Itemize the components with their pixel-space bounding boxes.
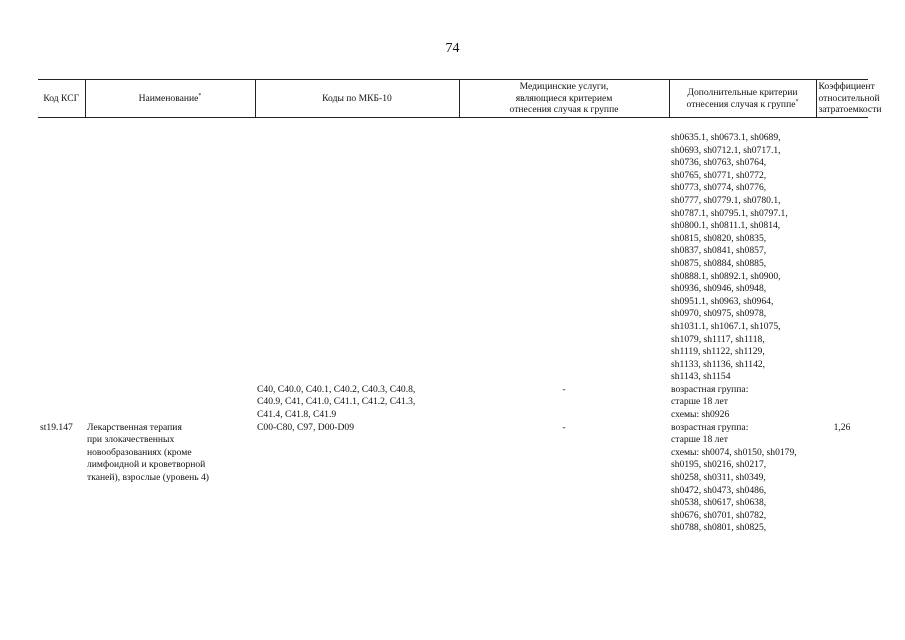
header-code: Код КСГ	[38, 80, 85, 118]
header-services: Медицинские услуги, являющиеся критерием отнесения случая к группе	[459, 80, 669, 118]
footnote-mark: *	[795, 98, 799, 105]
header-criteria: Дополнительные критерии отнесения случая к группе*	[669, 80, 816, 118]
cell-coefficient	[816, 384, 868, 422]
cell-services: -	[562, 383, 566, 395]
cell-services	[459, 132, 669, 384]
cell-criteria: возрастная группа: старше 18 лет схемы: sh0074, sh0150, sh0179, sh0195, sh0216, sh0217, sh0258, sh0311, sh0349, sh0472, sh0473, sh0486, sh0538, sh0617, sh0638, sh0676, sh0701, sh0782, sh0788, sh0801, sh0825,	[671, 421, 797, 534]
footnote-mark: *	[198, 92, 202, 99]
header-name: Наименование*	[85, 80, 255, 118]
table-header-row	[38, 80, 868, 118]
cell-icd: C40, C40.0, C40.1, C40.2, C40.3, C40.8, C40.9, C41, C41.0, C41.1, C41.2, C41.3, C41.4, C41.8, C41.9	[257, 383, 416, 421]
cell-name	[85, 132, 255, 384]
cell-icd	[255, 132, 459, 384]
cell-code	[38, 132, 85, 384]
cell-code: st19.147	[40, 421, 73, 433]
table-row	[38, 132, 868, 384]
header-coefficient: Коэффициент относительной затратоемкости	[816, 80, 868, 118]
cell-coefficient	[816, 132, 868, 384]
cell-criteria: возрастная группа: старше 18 лет схемы: sh0926	[671, 383, 749, 421]
cell-icd: C00-C80, C97, D00-D09	[257, 421, 355, 433]
table-row	[38, 384, 868, 422]
ksg-table	[38, 79, 882, 535]
cell-name: Лекарственная терапия при злокачественных новообразованиях (кроме лимфоидной и кроветворной тканей), взрослые (уровень 4)	[87, 421, 210, 484]
cell-name	[85, 384, 255, 422]
cell-services: -	[562, 421, 566, 433]
table-row	[38, 422, 868, 535]
cell-code	[38, 384, 85, 422]
page-number: 74	[445, 41, 460, 56]
cell-criteria: sh0635.1, sh0673.1, sh0689, sh0693, sh0712.1, sh0717.1, sh0736, sh0763, sh0764, sh0765, sh0771, sh0772, sh0773, sh0774, sh0776, sh0777, sh0779.1, sh0780.1, sh0787.1, sh0795.1, sh0797.1, sh0800.1, sh0811.1, sh0814, sh0815, sh0820, sh0835, sh0837, sh0841, sh0857, sh0875, sh0884, sh0885, sh0888.1, sh0892.1, sh0900, sh0936, sh0946, sh0948, sh0951.1, sh0963, sh0964, sh0970, sh0975, sh0978, sh1031.1, sh1067.1, sh1075, sh1079, sh1117, sh1118, sh1119, sh1122, sh1129, sh1133, sh1136, sh1142, sh1143, sh1154	[671, 132, 788, 383]
header-icd: Коды по МКБ-10	[255, 80, 459, 118]
cell-coefficient: 1,26	[833, 421, 851, 433]
